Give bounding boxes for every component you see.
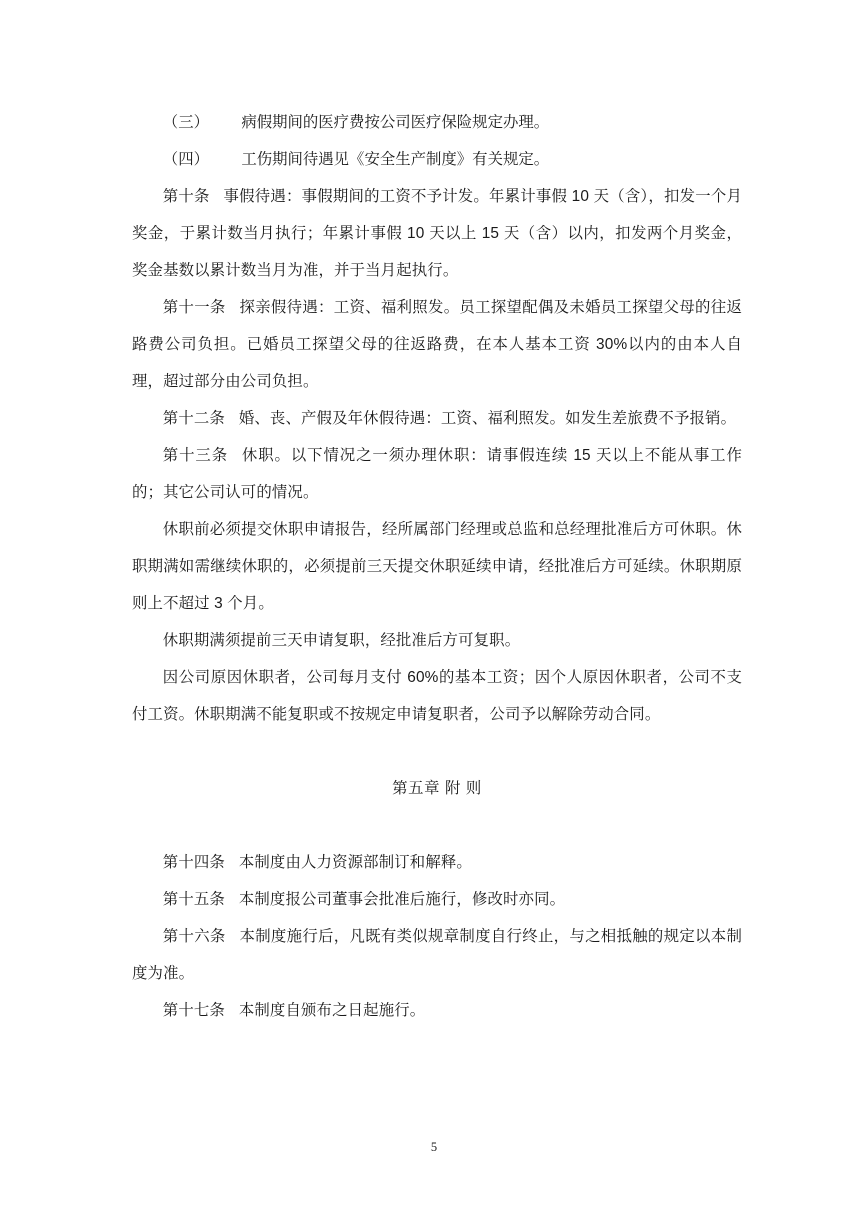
clause-article-15-label: 第十五条 <box>162 891 225 908</box>
clause-article-10 <box>132 178 742 289</box>
sub-item-3-text: 病假期间的医疗费按公司医疗保险规定办理。 <box>241 114 550 131</box>
clause-article-13 <box>132 437 742 511</box>
document-body <box>132 104 742 1029</box>
clause-article-17-label: 第十七条 <box>162 1002 225 1019</box>
clause-article-17 <box>132 992 742 1029</box>
leave-paragraph-1: 休职前必须提交休职申请报告，经所属部门经理或总监和总经理批准后方可休职。休职期满如需继续休职的，必须提前三天提交休职延续申请，经批准后方可延续。休职期原则上不超过 3 个月。 <box>132 521 742 612</box>
clause-article-14-label: 第十四条 <box>162 854 225 871</box>
clause-article-11 <box>132 289 742 400</box>
leave-paragraph-2: 休职期满须提前三天申请复职，经批准后方可复职。 <box>162 632 521 649</box>
clause-article-11-text: 探亲假待遇：工资、福利照发。员工探望配偶及未婚员工探望父母的往返路费公司负担。已婚员工探望父母的往返路费，在本人基本工资 30%以内的由本人自理，超过部分由公司负担。 <box>132 299 742 390</box>
sub-item-4-text: 工伤期间待遇见《安全生产制度》有关规定。 <box>241 151 550 168</box>
clause-article-17-text: 本制度自颁布之日起施行。 <box>238 1002 426 1019</box>
leave-paragraph-3: 因公司原因休职者，公司每月支付 60%的基本工资；因个人原因休职者，公司不支付工资。休职期满不能复职或不按规定申请复职者，公司予以解除劳动合同。 <box>132 669 742 723</box>
page-number: 5 <box>430 1140 438 1154</box>
clause-article-16-text: 本制度施行后，凡既有类似规章制度自行终止，与之相抵触的规定以本制度为准。 <box>132 928 742 982</box>
sub-item-4 <box>132 141 742 178</box>
chapter-heading: 第五章 附 则 <box>392 780 482 797</box>
clause-article-12 <box>132 400 742 437</box>
clause-article-13-text: 休职。以下情况之一须办理休职：请事假连续 15 天以上不能从事工作的；其它公司认可的情况。 <box>132 447 742 501</box>
heading-spacer <box>132 733 742 770</box>
sub-item-3-marker: （三） <box>162 114 209 131</box>
clause-article-14 <box>132 844 742 881</box>
post-heading-spacer <box>132 807 742 844</box>
clause-article-11-label: 第十一条 <box>162 299 226 316</box>
clause-article-10-label: 第十条 <box>162 188 210 205</box>
sub-item-4-marker: （四） <box>162 151 209 168</box>
clause-article-15 <box>132 881 742 918</box>
clause-article-14-text: 本制度由人力资源部制订和解释。 <box>238 854 472 871</box>
clause-article-13-label: 第十三条 <box>162 447 229 464</box>
clause-article-12-label: 第十二条 <box>162 410 225 427</box>
clause-article-12-text: 婚、丧、产假及年休假待遇：工资、福利照发。如发生差旅费不予报销。 <box>238 410 737 427</box>
sub-item-3 <box>132 104 742 141</box>
clause-article-16 <box>132 918 742 992</box>
clause-article-15-text: 本制度报公司董事会批准后施行，修改时亦同。 <box>238 891 566 908</box>
clause-article-16-label: 第十六条 <box>162 928 226 945</box>
clause-article-10-text: 事假待遇：事假期间的工资不予计发。年累计事假 10 天（含），扣发一个月奖金，于累计数当月执行；年累计事假 10 天以上 15 天（含）以内，扣发两个月奖金，奖金基数以累计数当月为准，并于当月起执行。 <box>132 188 742 279</box>
